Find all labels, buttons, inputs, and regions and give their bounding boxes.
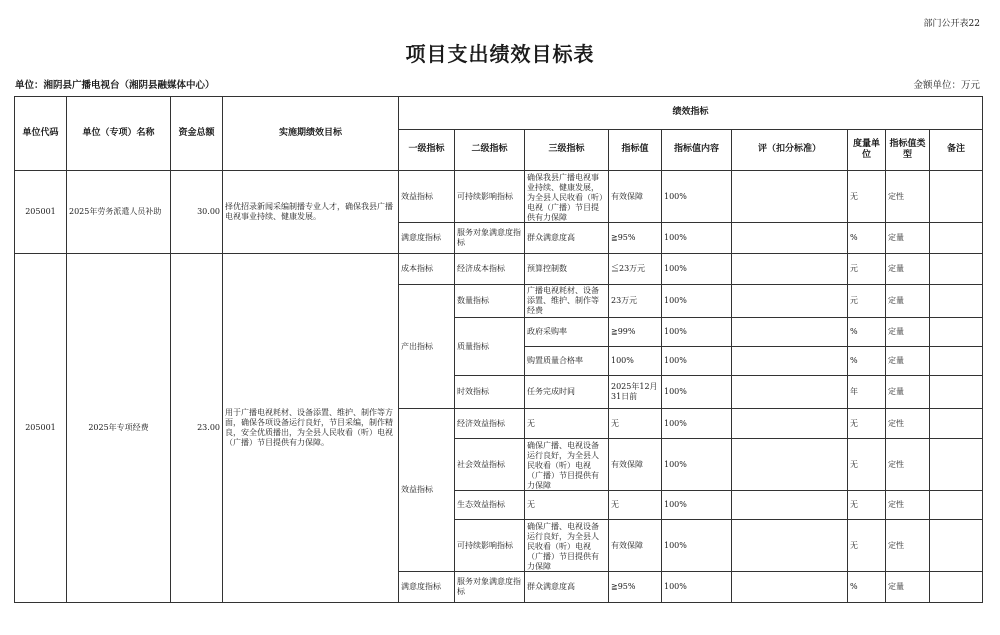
table-number-label: 部门公开表22 [923, 19, 980, 29]
indicator-unit: 无 [848, 439, 886, 491]
indicator-content: 100% [662, 409, 732, 439]
indicator-unit: 元 [848, 254, 886, 285]
indicator-l2: 服务对象满意度指标 [455, 223, 525, 254]
indicator-l1: 产出指标 [399, 285, 455, 409]
money-unit-label: 金额单位：万元 [913, 80, 980, 91]
header-level3: 三级指标 [525, 130, 609, 171]
indicator-type: 定性 [886, 171, 930, 223]
indicator-scoring [732, 439, 848, 491]
project1-name: 2025年劳务派遣人员补助 [67, 171, 171, 254]
indicator-type: 定量 [886, 376, 930, 409]
project1-amount: 30.00 [171, 171, 223, 254]
indicator-type: 定性 [886, 491, 930, 520]
indicator-unit: % [848, 572, 886, 603]
indicator-unit: 无 [848, 409, 886, 439]
indicator-type: 定量 [886, 223, 930, 254]
indicator-l1: 满意度指标 [399, 223, 455, 254]
indicator-remarks [930, 285, 983, 318]
indicator-content: 100% [662, 318, 732, 347]
indicator-value: 有效保障 [609, 520, 662, 572]
indicator-scoring [732, 285, 848, 318]
header-project-name: 单位（专项）名称 [67, 97, 171, 171]
indicator-l1: 成本指标 [399, 254, 455, 285]
header-unit-code: 单位代码 [15, 97, 67, 171]
indicator-scoring [732, 491, 848, 520]
indicator-scoring [732, 520, 848, 572]
indicator-value: 100% [609, 347, 662, 376]
indicator-content: 100% [662, 223, 732, 254]
indicator-remarks [930, 376, 983, 409]
indicator-l2: 质量指标 [455, 318, 525, 376]
indicator-content: 100% [662, 520, 732, 572]
header-value-content: 指标值内容 [662, 130, 732, 171]
indicator-value: 有效保障 [609, 439, 662, 491]
indicator-l3: 任务完成时间 [525, 376, 609, 409]
indicator-l2: 经济效益指标 [455, 409, 525, 439]
indicator-l2: 可持续影响指标 [455, 520, 525, 572]
indicator-content: 100% [662, 171, 732, 223]
project2-name: 2025年专项经费 [67, 254, 171, 603]
indicator-type: 定量 [886, 347, 930, 376]
indicator-type: 定量 [886, 318, 930, 347]
indicator-unit: % [848, 318, 886, 347]
indicator-l3: 确保广播、电视设备运行良好，为全县人民收看（听）电视（广播）节目提供有力保障 [527, 521, 599, 570]
header-indicator-value: 指标值 [609, 130, 662, 171]
indicator-unit: 无 [848, 491, 886, 520]
indicator-value: ≦23万元 [609, 254, 662, 285]
indicator-l2: 数量指标 [455, 285, 525, 318]
indicator-l3: 预算控制数 [525, 254, 609, 285]
project2-amount: 23.00 [171, 254, 223, 603]
indicator-l3: 无 [525, 409, 609, 439]
performance-table [14, 96, 983, 603]
header-scoring: 评（扣分标准） [732, 130, 848, 171]
indicator-content: 100% [662, 254, 732, 285]
indicator-remarks [930, 409, 983, 439]
indicator-l1: 效益指标 [399, 409, 455, 572]
project1-goal: 择优招录新闻采编制播专业人才，确保我县广播电视事业持续、健康发展。 [223, 171, 399, 254]
indicator-l2: 可持续影响指标 [455, 171, 525, 223]
table-row [15, 171, 983, 223]
header-period-goal: 实施期绩效目标 [223, 97, 399, 171]
indicator-remarks [930, 520, 983, 572]
indicator-l2: 经济成本指标 [455, 254, 525, 285]
indicator-l3: 确保我县广播电视事业持续、健康发展，为全县人民收看（听）电视（广播）节目提供有力保障 [527, 172, 603, 221]
indicator-scoring [732, 572, 848, 603]
indicator-type: 定性 [886, 439, 930, 491]
project2-goal: 用于广播电视耗材、设备添置、维护、制作等方面，确保各项设备运行良好，节目采编，制作精良，安全优质播出，为全县人民收看（听）电视（广播）节目提供有力保障。 [223, 254, 399, 603]
indicator-scoring [732, 347, 848, 376]
indicator-scoring [732, 318, 848, 347]
indicator-content: 100% [662, 439, 732, 491]
indicator-unit: 年 [848, 376, 886, 409]
table-row [15, 254, 983, 285]
indicator-l3: 群众满意度高 [525, 223, 609, 254]
indicator-l3: 确保广播、电视设备运行良好，为全县人民收看（听）电视（广播）节目提供有力保障 [527, 440, 599, 489]
header-level1: 一级指标 [399, 130, 455, 171]
indicator-value: 无 [609, 409, 662, 439]
indicator-unit: 元 [848, 285, 886, 318]
page-title: 项目支出绩效目标表 [405, 42, 595, 66]
indicator-unit: 无 [848, 520, 886, 572]
indicator-value: 2025年12月31日前 [609, 376, 662, 409]
indicator-content: 100% [662, 572, 732, 603]
indicator-l3: 政府采购率 [525, 318, 609, 347]
indicator-unit: % [848, 223, 886, 254]
indicator-value: ≧99% [609, 318, 662, 347]
indicator-l3: 购置质量合格率 [525, 347, 609, 376]
indicator-l1: 效益指标 [399, 171, 455, 223]
indicator-content: 100% [662, 491, 732, 520]
project2-code: 205001 [15, 254, 67, 603]
indicator-l3: 群众满意度高 [525, 572, 609, 603]
indicator-value: 有效保障 [609, 171, 662, 223]
indicator-remarks [930, 572, 983, 603]
indicator-remarks [930, 254, 983, 285]
indicator-scoring [732, 254, 848, 285]
indicator-type: 定性 [886, 409, 930, 439]
indicator-l1: 满意度指标 [399, 572, 455, 603]
header-measure-unit: 度量单位 [848, 130, 886, 171]
indicator-scoring [732, 409, 848, 439]
indicator-content: 100% [662, 376, 732, 409]
indicator-scoring [732, 171, 848, 223]
header-remarks: 备注 [930, 130, 983, 171]
indicator-l2: 社会效益指标 [455, 439, 525, 491]
indicator-remarks [930, 439, 983, 491]
indicator-value: ≧95% [609, 572, 662, 603]
header-total-funds: 资金总额 [171, 97, 223, 171]
indicator-unit: 无 [848, 171, 886, 223]
indicator-value: 23万元 [609, 285, 662, 318]
indicator-remarks [930, 347, 983, 376]
indicator-remarks [930, 318, 983, 347]
indicator-l2: 时效指标 [455, 376, 525, 409]
indicator-remarks [930, 491, 983, 520]
header-value-type: 指标值类型 [886, 130, 930, 171]
indicator-content: 100% [662, 347, 732, 376]
indicator-scoring [732, 376, 848, 409]
project1-code: 205001 [15, 171, 67, 254]
indicator-scoring [732, 223, 848, 254]
header-indicators: 绩效指标 [399, 97, 983, 130]
indicator-value: ≧95% [609, 223, 662, 254]
indicator-content: 100% [662, 285, 732, 318]
indicator-l2: 服务对象满意度指标 [455, 572, 525, 603]
indicator-type: 定量 [886, 254, 930, 285]
header-row-1 [15, 97, 983, 130]
indicator-type: 定量 [886, 285, 930, 318]
indicator-remarks [930, 223, 983, 254]
indicator-unit: % [848, 347, 886, 376]
indicator-remarks [930, 171, 983, 223]
indicator-type: 定性 [886, 520, 930, 572]
header-level2: 二级指标 [455, 130, 525, 171]
unit-label: 单位：湘阴县广播电视台（湘阴县融媒体中心） [15, 80, 215, 91]
indicator-l3: 无 [525, 491, 609, 520]
indicator-type: 定量 [886, 572, 930, 603]
indicator-l3: 广播电视耗材、设备添置、维护、制作等经费 [527, 286, 599, 315]
indicator-l2: 生态效益指标 [455, 491, 525, 520]
indicator-value: 无 [609, 491, 662, 520]
